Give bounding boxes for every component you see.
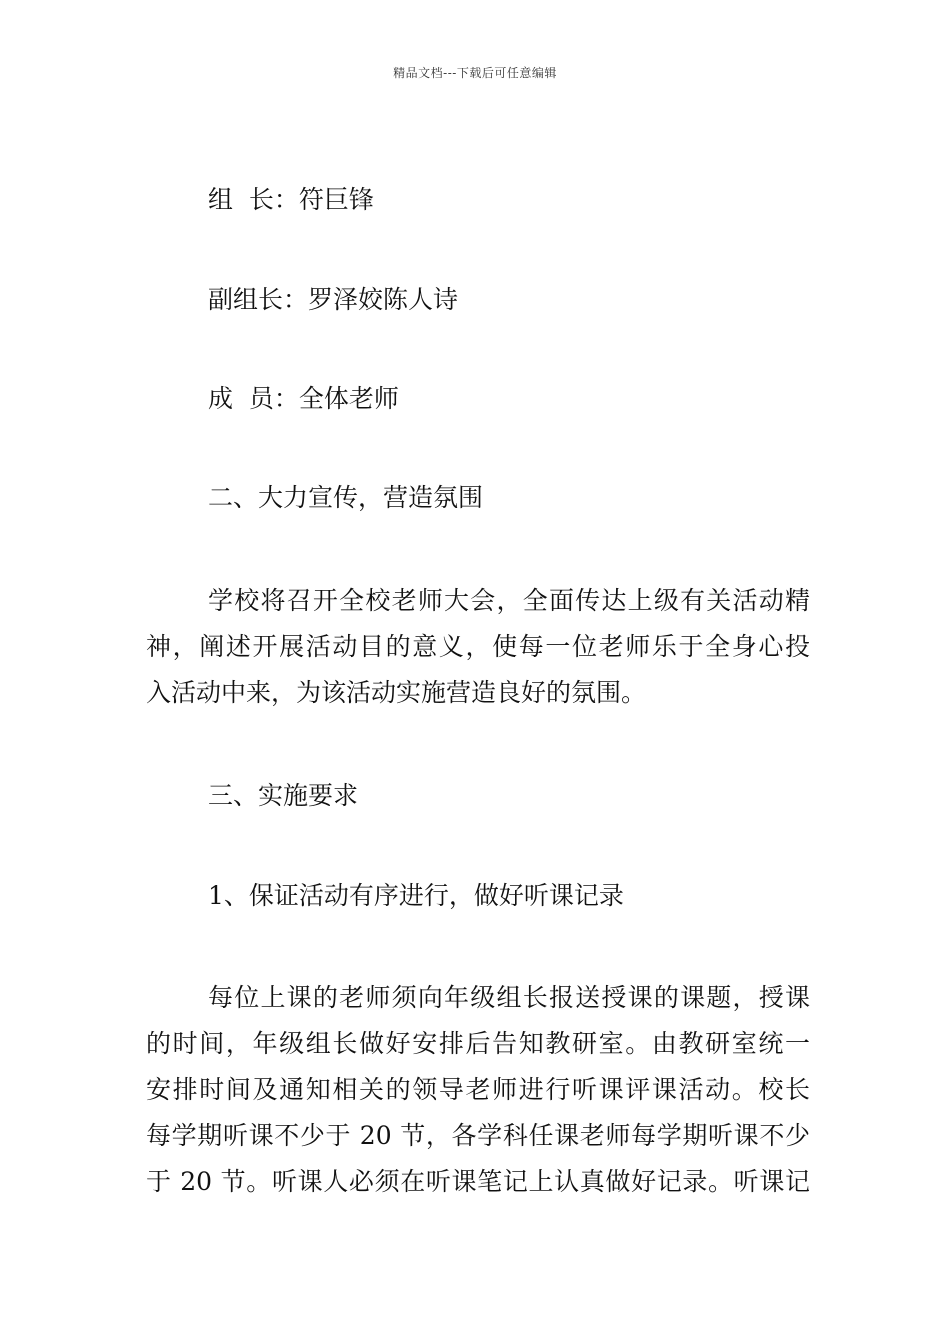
section2-line-3: 入活动中来，为该活动实施营造良好的氛围。 <box>146 678 647 707</box>
section3-sub1-heading: 1、保证活动有序进行，做好听课记录 <box>208 881 624 910</box>
page-header: 精品文档---下载后可任意编辑 <box>393 66 557 80</box>
section2-paragraph <box>146 578 810 716</box>
sub1-line-5: 于 20 节。听课人必须在听课笔记上认真做好记录。听课记 <box>146 1167 810 1196</box>
section2-heading: 二、大力宣传，营造氛围 <box>208 483 484 512</box>
vice-leader-line <box>208 280 458 320</box>
sub1-line-3: 安排时间及通知相关的领导老师进行听课评课活动。校长 <box>146 1075 810 1104</box>
sub1-line-2: 的时间，年级组长做好安排后告知教研室。由教研室统一 <box>146 1029 810 1058</box>
section3-heading: 三、实施要求 <box>208 781 359 810</box>
members-line <box>208 379 399 419</box>
section3-sub1-paragraph <box>146 975 810 1205</box>
section2-line-1: 学校将召开全校老师大会，全面传达上级有关活动精 <box>208 586 810 615</box>
sub1-line-4: 每学期听课不少于 20 节，各学科任课老师每学期听课不少 <box>146 1121 810 1150</box>
leader-label: 组 长： <box>208 185 299 214</box>
members-label: 成 员： <box>208 384 299 413</box>
leader-value: 符巨锋 <box>298 185 374 214</box>
vice-leader-label: 副组长： <box>208 285 309 314</box>
members-value: 全体老师 <box>298 384 399 413</box>
sub1-line-1: 每位上课的老师须向年级组长报送授课的课题，授课 <box>208 983 810 1012</box>
section2-line-2: 神，阐述开展活动目的意义，使每一位老师乐于全身心投 <box>146 632 810 661</box>
vice-leader-value: 罗泽姣陈人诗 <box>308 285 459 314</box>
leader-line <box>208 180 374 220</box>
